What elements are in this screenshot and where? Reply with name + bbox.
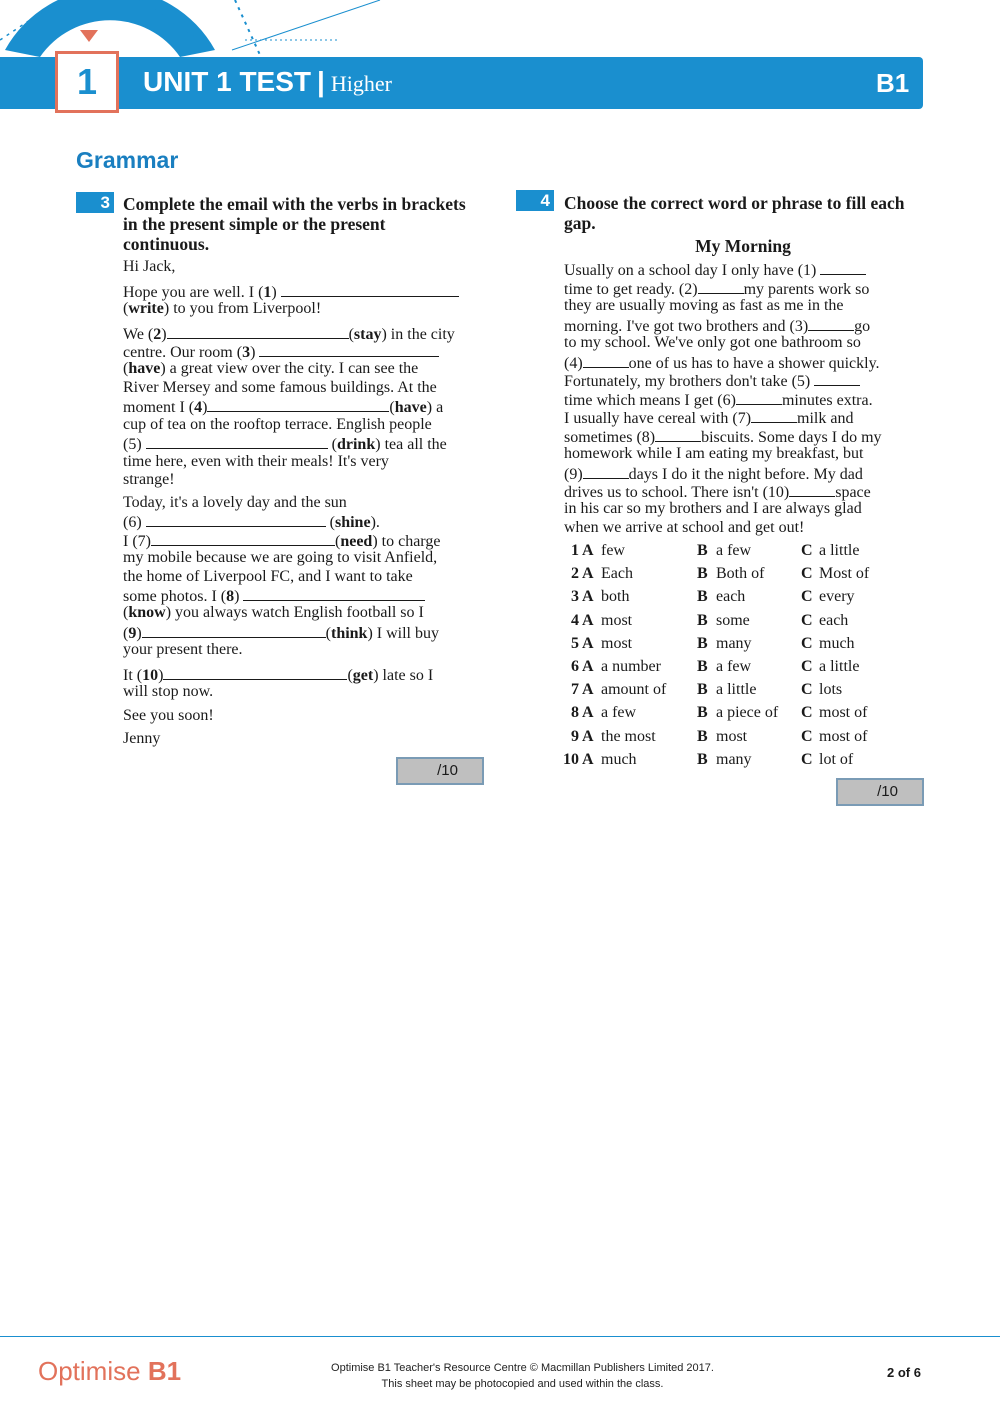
- email-line: Today, it's a lovely day and the sun: [123, 494, 347, 511]
- passage-line: time to get ready. (2) my parents work so: [564, 281, 870, 298]
- option-letter: B: [697, 565, 708, 583]
- question-number: 8: [571, 704, 579, 722]
- question-number: 10: [563, 750, 579, 768]
- passage-line: I usually have cereal with (7) milk and: [564, 410, 854, 427]
- email-line: We (2) (stay) in the city: [123, 326, 455, 343]
- passage-line: time which means I get (6) minutes extra.: [564, 392, 873, 409]
- option-c-text[interactable]: a little: [819, 658, 860, 675]
- option-c-text[interactable]: most of: [819, 727, 868, 745]
- option-letter: A: [582, 704, 594, 722]
- section-title: Grammar: [76, 147, 179, 173]
- option-a-text[interactable]: amount of: [601, 681, 667, 699]
- option-c-text[interactable]: every: [819, 588, 855, 606]
- option-c-text[interactable]: Most of: [819, 565, 870, 583]
- option-a-text[interactable]: the most: [601, 727, 656, 745]
- option-letter: A: [582, 750, 594, 768]
- passage-line: Fortunately, my brothers don't take (5): [564, 371, 860, 392]
- option-letter: C: [801, 750, 813, 768]
- option-letter: A: [582, 565, 594, 583]
- option-letter: B: [697, 634, 708, 652]
- unit-level: Higher: [330, 71, 392, 96]
- title-separator: |: [317, 66, 325, 97]
- option-c-text[interactable]: lot of: [819, 750, 854, 768]
- unit-title-text: UNIT 1 TEST: [143, 66, 312, 97]
- email-signature: Jenny: [123, 730, 161, 747]
- option-letter: A: [582, 634, 594, 652]
- option-b-text[interactable]: many: [716, 750, 752, 768]
- email-closing: See you soon!: [123, 707, 214, 724]
- email-line: centre. Our room (3): [123, 342, 439, 363]
- email-line: your present there.: [123, 641, 243, 658]
- passage-line: in his car so my brothers and I are always glad: [564, 500, 862, 517]
- option-c-text[interactable]: lots: [819, 681, 843, 699]
- email-line: I (7) (need) to charge: [123, 533, 441, 550]
- option-a-text[interactable]: both: [601, 588, 630, 606]
- option-letter: A: [582, 658, 594, 675]
- footer-divider: [0, 1336, 1000, 1337]
- option-letter: B: [697, 658, 708, 675]
- header-band: [0, 57, 923, 109]
- footer-logo: Optimise B1: [38, 1356, 182, 1386]
- passage-gap-10[interactable]: [789, 482, 835, 497]
- option-a-text[interactable]: a number: [601, 658, 661, 675]
- passage-line: drives us to school. There isn't (10) space: [564, 484, 871, 501]
- email-line: cup of tea on the rooftop terrace. English people: [123, 416, 432, 433]
- email-line: Hope you are well. I (1): [123, 282, 459, 303]
- option-b-text[interactable]: a few: [716, 542, 752, 559]
- option-letter: B: [697, 588, 708, 606]
- option-letter: C: [801, 588, 813, 606]
- passage-line: (9) days I do it the night before. My dad: [564, 466, 863, 483]
- question-number: 6: [571, 658, 579, 675]
- answer-gap-3[interactable]: [259, 342, 439, 357]
- passage-gap-7[interactable]: [751, 408, 797, 423]
- option-c-text[interactable]: most of: [819, 704, 868, 722]
- passage-gap-1[interactable]: [820, 260, 866, 275]
- option-b-text[interactable]: a piece of: [716, 704, 779, 722]
- email-line: (know) you always watch English football so I: [123, 604, 424, 621]
- exercise-4-number: 4: [516, 190, 554, 211]
- option-a-text[interactable]: a few: [601, 704, 637, 722]
- option-letter: C: [801, 658, 813, 675]
- answer-gap-5[interactable]: [146, 434, 328, 449]
- email-line: (9) (think) I will buy: [123, 625, 439, 642]
- question-number: 4: [571, 611, 579, 629]
- option-a-text[interactable]: much: [601, 750, 637, 768]
- option-letter: A: [582, 542, 594, 559]
- passage-line: to my school. We've only got one bathroom so: [564, 334, 861, 351]
- passage-gap-6[interactable]: [736, 390, 782, 405]
- email-line: (write) to you from Liverpool!: [123, 300, 322, 317]
- option-letter: C: [801, 565, 813, 583]
- passage-line: Usually on a school day I only have (1): [564, 260, 866, 281]
- answer-gap-6[interactable]: [146, 512, 326, 527]
- exercise-4-score-box[interactable]: /10: [836, 778, 924, 806]
- option-letter: B: [697, 750, 708, 768]
- option-c-text[interactable]: a little: [819, 542, 860, 559]
- page-number: 2 of 6: [887, 1365, 921, 1380]
- option-letter: B: [697, 681, 708, 699]
- unit-number-badge: [55, 51, 119, 113]
- option-a-text[interactable]: most: [601, 611, 633, 629]
- passage-gap-5[interactable]: [814, 371, 860, 386]
- option-letter: B: [697, 542, 708, 559]
- option-letter: A: [582, 611, 594, 629]
- passage-gap-4[interactable]: [583, 353, 629, 368]
- option-letter: C: [801, 611, 813, 629]
- passage-line: morning. I've got two brothers and (3) go: [564, 318, 871, 335]
- answer-gap-10[interactable]: [163, 665, 347, 680]
- email-line: time here, even with their meals! It's very: [123, 453, 389, 470]
- email-greeting: Hi Jack,: [123, 258, 176, 275]
- option-letter: B: [697, 727, 708, 745]
- answer-gap-9[interactable]: [142, 623, 326, 638]
- option-letter: A: [582, 681, 594, 699]
- unit-pointer-icon: [80, 30, 98, 42]
- option-letter: A: [582, 588, 594, 606]
- option-b-text[interactable]: each: [716, 588, 746, 606]
- passage-line: homework while I am eating my breakfast, but: [564, 445, 864, 462]
- option-b-text[interactable]: some: [716, 611, 750, 629]
- email-line: some photos. I (8): [123, 586, 425, 607]
- option-letter: C: [801, 704, 813, 722]
- email-line: It (10) (get) late so I: [123, 667, 434, 684]
- question-number: 5: [571, 634, 579, 652]
- option-b-text[interactable]: Both of: [716, 565, 765, 583]
- level-badge: B1: [876, 68, 910, 98]
- exercise-3-score-box[interactable]: /10: [396, 757, 484, 785]
- option-letter: C: [801, 727, 813, 745]
- option-a-text[interactable]: Each: [601, 565, 633, 583]
- answer-gap-1[interactable]: [281, 282, 459, 297]
- option-letter: B: [697, 704, 708, 722]
- option-b-text[interactable]: a little: [716, 681, 757, 699]
- option-a-text[interactable]: most: [601, 634, 633, 652]
- exercise-4-instruction: Choose the correct word or phrase to fill each gap.: [564, 193, 905, 233]
- option-letter: A: [582, 727, 594, 745]
- unit-number: 1: [76, 61, 98, 102]
- question-number: 2: [571, 565, 579, 583]
- footer-copyright: Optimise B1 Teacher's Resource Centre © Macmillan Publishers Limited 2017. This sheet may be photocopied and used within the class.: [331, 1362, 714, 1390]
- answer-gap-7[interactable]: [151, 531, 335, 546]
- answer-gap-4[interactable]: [207, 397, 389, 412]
- option-letter: B: [697, 611, 708, 629]
- passage-gap-9[interactable]: [583, 464, 629, 479]
- option-b-text[interactable]: most: [716, 727, 748, 745]
- option-c-text[interactable]: much: [819, 634, 855, 652]
- answer-gap-8[interactable]: [243, 586, 425, 601]
- option-b-text[interactable]: many: [716, 634, 752, 652]
- option-c-text[interactable]: each: [819, 611, 849, 629]
- passage-gap-3[interactable]: [808, 316, 854, 331]
- email-line: will stop now.: [123, 683, 214, 700]
- passage-line: (4) one of us has to have a shower quickly.: [564, 355, 880, 372]
- option-letter: C: [801, 634, 813, 652]
- question-number: 9: [571, 727, 579, 745]
- option-a-text[interactable]: few: [601, 542, 625, 559]
- question-number: 1: [571, 542, 579, 559]
- option-letter: C: [801, 542, 813, 559]
- email-line: (6) (shine).: [123, 514, 380, 531]
- exercise-3-instruction: Complete the email with the verbs in brackets in the present simple or the present continuous.: [123, 194, 466, 254]
- passage-line: when we arrive at school and get out!: [564, 519, 805, 536]
- answer-gap-2[interactable]: [167, 324, 349, 339]
- email-line: (5) (drink) tea all the: [123, 436, 447, 453]
- passage-line: sometimes (8) biscuits. Some days I do my: [564, 429, 882, 446]
- passage-gap-8[interactable]: [655, 427, 701, 442]
- exercise-3-number: 3: [76, 192, 114, 213]
- email-line: (have) a great view over the city. I can see the: [123, 360, 419, 377]
- option-b-text[interactable]: a few: [716, 658, 752, 675]
- email-line: my mobile because we are going to visit Anfield,: [123, 549, 438, 566]
- email-line: strange!: [123, 471, 175, 488]
- passage-title: My Morning: [695, 236, 791, 256]
- page-title: [143, 66, 392, 100]
- passage-gap-2[interactable]: [698, 279, 744, 294]
- passage-line: they are usually moving as fast as me in the: [564, 297, 844, 314]
- email-line: moment I (4) (have) a: [123, 399, 444, 416]
- question-number: 7: [571, 681, 579, 699]
- option-letter: C: [801, 681, 813, 699]
- question-number: 3: [571, 588, 579, 606]
- email-line: the home of Liverpool FC, and I want to take: [123, 568, 413, 585]
- email-line: River Mersey and some famous buildings. At the: [123, 379, 437, 396]
